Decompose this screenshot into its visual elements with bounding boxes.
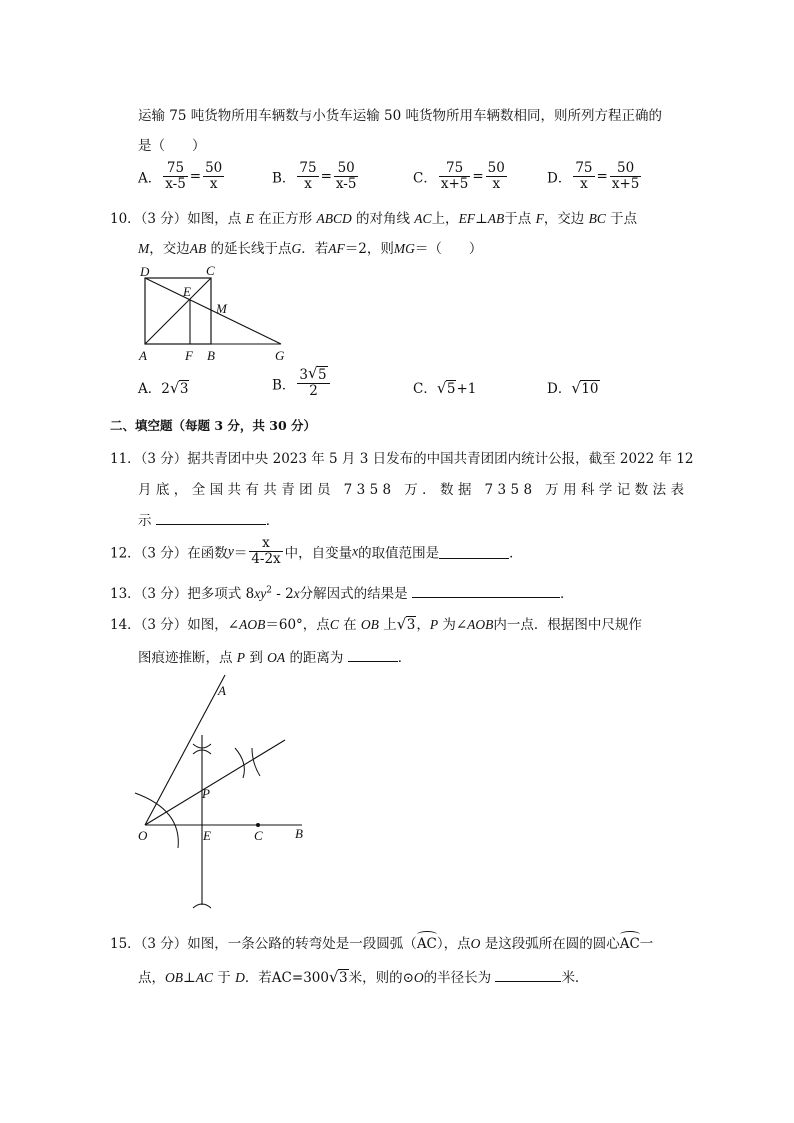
option-label: B．	[272, 170, 296, 187]
q15-line2: 点，OB⊥AC 于 D．若AC=300√ 3米，则的⊙O的半径长为 米．	[138, 966, 588, 986]
label-c: C	[206, 263, 215, 278]
option-label: D．	[547, 170, 572, 187]
q10-line2: M，交边AB 的延长线于点G．若AF＝2，则MG＝（ ）	[138, 241, 483, 257]
section-title: 二、填空题（每题 3 分，共 30 分）	[110, 418, 317, 433]
q10-line1: 10．（3 分）如图，点 E 在正方形 ABCD 的对角线 AC上，EF⊥AB于点 F，交边 BC 于点	[110, 211, 638, 227]
q9-option-a: A． $\frac{75}{x-5}$ = $\frac{50}{x}$	[138, 160, 223, 192]
q9-option-d: D． $\frac{75}{x}$ = $\frac{50}{x+5}$	[547, 160, 640, 192]
label-c: C	[254, 828, 263, 843]
q9-line2: 是（ ）	[138, 138, 206, 154]
line-dg	[145, 278, 281, 344]
compass-mark-bisector2	[252, 748, 260, 776]
q11-line1: 11．（3 分）据共青团中央 2023 年 5 月 3 日发布的中国共青团团内统计公报，截至 2022 年 12	[110, 451, 694, 467]
q14-answer-blank[interactable]	[348, 647, 398, 662]
label-g: G	[275, 348, 285, 363]
ray-oa	[145, 675, 225, 825]
option-label: C．	[413, 170, 437, 187]
q11-line3: 示 ．	[138, 509, 279, 529]
label-b: B	[207, 348, 215, 363]
diagonal-ac	[145, 278, 211, 344]
q12-line: 12．（3 分）在函数y＝ $\frac{x}{4-2x}$ 中，自变量x的取值范围是 ．	[110, 535, 523, 567]
q9-option-b: B． $\frac{75}{x}$ = $\frac{50}{x-5}$	[272, 160, 357, 192]
label-b: B	[295, 826, 303, 841]
label-m: M	[216, 301, 227, 316]
q14-figure	[130, 670, 320, 920]
q11-line2: 月底，全国共有共青团员 7358 万．数据 7358 万用科学记数法表	[138, 482, 689, 498]
q15-line1: 15．（3 分）如图，一条公路的转弯处是一段圆弧（AC），点O 是这段弧所在圆的圆心AC一	[110, 936, 654, 952]
q10-option-c: C．√ 5+1	[413, 377, 476, 397]
option-label: A．	[138, 170, 162, 187]
label-f: F	[185, 348, 193, 363]
q10-figure	[135, 258, 295, 368]
label-o: O	[138, 828, 148, 843]
q10-option-b: B． $\frac{3√ 5}{2}$	[272, 368, 332, 399]
label-a: A	[218, 683, 226, 698]
q13-answer-blank[interactable]	[412, 583, 560, 598]
label-e: E	[183, 284, 191, 299]
q9-option-c: C． $\frac{75}{x+5}$ = $\frac{50}{x}$	[413, 160, 505, 192]
label-e: E	[203, 828, 211, 843]
q9-line1: 运输 75 吨货物所用车辆数与小货车运输 50 吨货物所用车辆数相同，则所列方程正确的	[138, 108, 663, 124]
q11-answer-blank[interactable]	[156, 510, 266, 525]
compass-mark-bisector1	[235, 748, 244, 778]
label-a: A	[139, 348, 147, 363]
q13-line: 13．（3 分）把多项式 $8xy^2 - 2x$分解因式的结果是 ．	[110, 582, 573, 602]
label-d: D	[140, 264, 150, 279]
q12-answer-blank[interactable]	[439, 544, 509, 559]
point-c	[256, 823, 260, 827]
label-p: P	[202, 786, 210, 801]
q14-line2: 图痕迹推断，点 P 到 OA 的距离为 ．	[138, 646, 411, 666]
q15-answer-blank[interactable]	[495, 967, 561, 982]
q10-option-d: D．√ 10	[547, 377, 600, 397]
q10-option-a: A．2√ 3	[138, 377, 189, 397]
q14-line1: 14．（3 分）如图，∠AOB＝60°，点C 在 OB 上√ 3，P 为∠AOB内一点．根据图中尺规作	[110, 613, 642, 633]
